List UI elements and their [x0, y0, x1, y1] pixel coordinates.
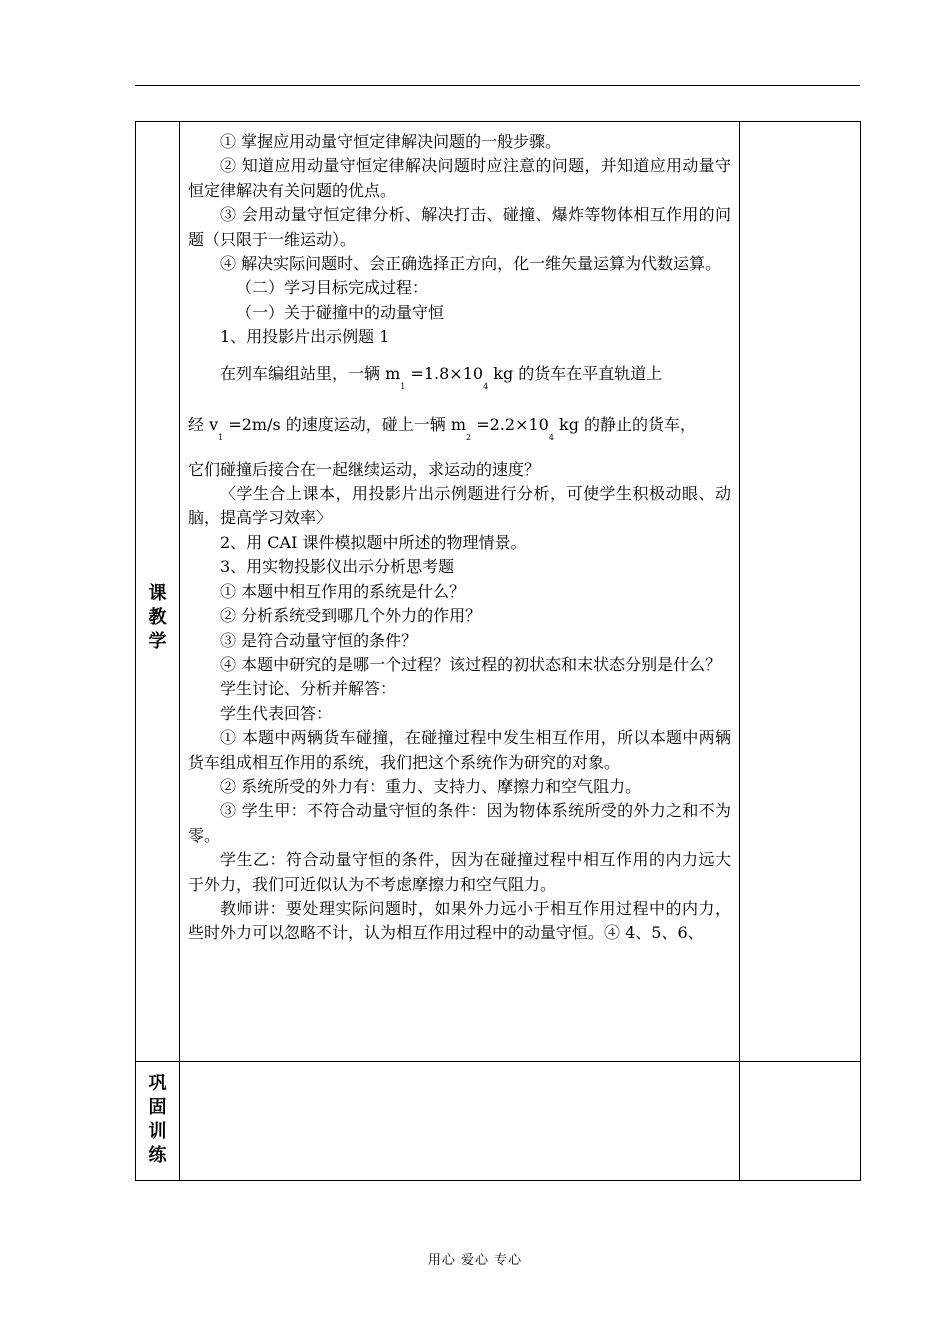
paragraph: 学生讨论、分析并解答： — [220, 679, 397, 699]
teaching-content — [188, 130, 731, 946]
question: ② 分析系统受到哪几个外力的作用？ — [220, 606, 482, 626]
answer: ② 系统所受的外力有：重力、支持力、摩擦力和空气阻力。 — [220, 776, 642, 796]
answer: 教师讲：要处理实际问题时，如果外力远小于相互作用过程中的内力，些时外力可以忽略不计，认为相互作用过程中的动量守恒。④ 4、5、6、 — [188, 898, 731, 943]
paragraph: 〈学生合上课本，用投影片出示例题进行分析，可使学生积极动眼、动脑，提高学习效率〉 — [188, 484, 731, 528]
answer: ① 本题中两辆货车碰撞，在碰撞过程中发生相互作用，所以本题中两辆货车组成相互作用的系统，我们把这个系统作为研究的对象。 — [188, 728, 731, 772]
question: ① 本题中相互作用的系统是什么？ — [220, 581, 466, 601]
paragraph: ③ 会用动量守恒定律分析、解决打击、碰撞、爆炸等物体相互作用的问题（只限于一维运动）。 — [188, 205, 731, 249]
question: ③ 是符合动量守恒的条件？ — [220, 630, 418, 650]
paragraph: 1、用投影片出示例题 1 — [220, 327, 390, 347]
answer: 学生乙：符合动量守恒的条件，因为在碰撞过程中相互作用的内力远大于外力，我们可近似认为不考虑摩擦力和空气阻力。 — [188, 850, 731, 894]
paragraph: 2、用 CAI 课件模拟题中所述的物理情景。 — [220, 532, 527, 552]
example-line-3: 它们碰撞后接合在一起继续运动，求运动的速度？ — [188, 459, 541, 479]
section-heading: （一）关于碰撞中的动量守恒 — [236, 302, 445, 322]
page-footer: 用心 爱心 专心 — [427, 1253, 523, 1268]
example-line-1: 在列车编组站里，一辆 $m_1 =1.8\times 10_4$ kg 的货车在平直轨道上 — [220, 363, 663, 391]
column-divider-left — [179, 122, 180, 1180]
header-rule — [135, 85, 860, 86]
section-label-practice: 巩 固 训 练 — [148, 1073, 167, 1166]
lesson-table — [135, 121, 861, 1181]
column-divider-right — [739, 122, 740, 1180]
paragraph: ① 掌握应用动量守恒定律解决问题的一般步骤。 — [220, 132, 562, 151]
paragraph: 学生代表回答： — [220, 703, 333, 723]
question: ④ 本题中研究的是哪一个过程？该过程的初状态和末状态分别是什么？ — [220, 654, 722, 674]
section-label-teaching: 课 教 学 — [148, 583, 167, 652]
paragraph: ④ 解决实际问题时、会正确选择正方向，化一维矢量运算为代数运算。 — [220, 254, 722, 274]
paragraph: ② 知道应用动量守恒定律解决问题时应注意的问题，并知道应用动量守恒定律解决有关问题的优点。 — [188, 156, 731, 200]
section-heading: （二）学习目标完成过程： — [236, 278, 429, 298]
row-divider — [136, 1061, 860, 1062]
example-line-2: 经 $v_1 =2m/s$ 的速度运动，碰上一辆 $m_2 =2.2\times 10_4$ kg 的静止的货车， — [188, 414, 697, 442]
answer: ③ 学生甲：不符合动量守恒的条件：因为物体系统所受的外力之和不为零。 — [188, 801, 731, 845]
paragraph: 3、用实物投影仪出示分析思考题 — [220, 557, 455, 577]
